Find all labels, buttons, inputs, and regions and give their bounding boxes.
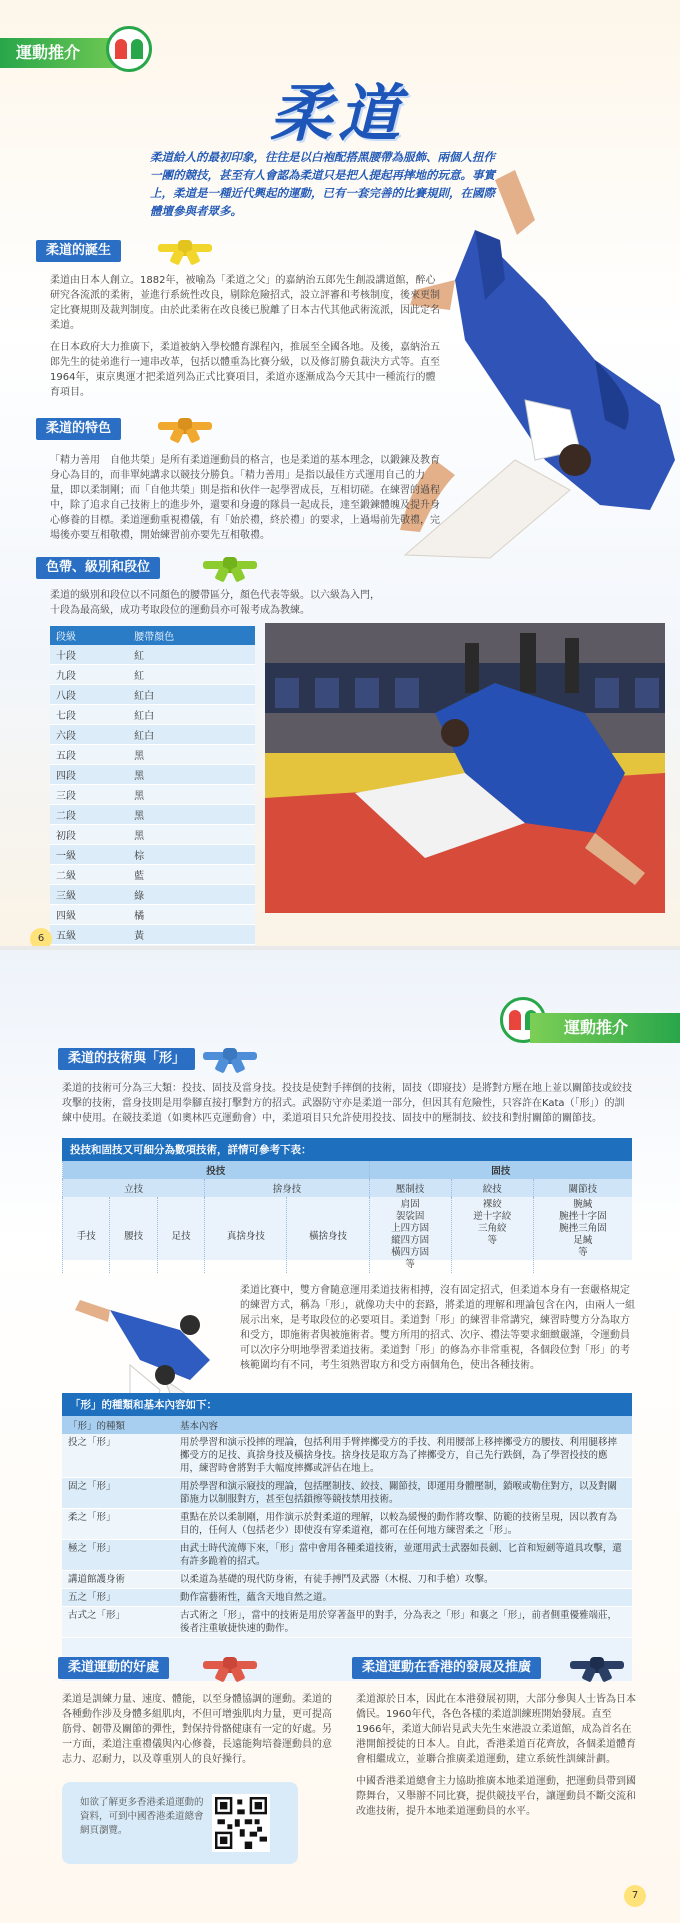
table-row: 極之「形」 由武士時代流傳下來，「形」當中會用各種柔道技術，並運用武士武器如長劍、匕首和短劍等道具攻擊，還有許多跪着的招式。 bbox=[62, 1540, 632, 1571]
ranks-text: 柔道的級別和段位以不同顏色的腰帶區分，顏色代表等級。以六級為入門，十段為最高級，成功考取段位的運動員亦可報考成為教練。 bbox=[50, 590, 380, 616]
list-item: 腕挫十字固 bbox=[559, 1211, 607, 1222]
list-item: 足緘 bbox=[573, 1235, 593, 1246]
page-number: 6 bbox=[30, 928, 52, 950]
heading-ranks: 色帶、級別和段位 bbox=[36, 557, 160, 579]
belt-red-icon bbox=[195, 1653, 265, 1679]
table-row: 五段 黑 bbox=[50, 745, 255, 765]
hold-techniques bbox=[369, 1197, 451, 1273]
features-text: 「精力善用 自他共榮」是所有柔道運動員的格言，也是柔道的基本理念，以鍛鍊及教育身心為目的，而非單純講求以競技分勝負。「精力善用」是指以最佳方式運用自己的力量，即以柔制剛；而「自他共榮」則是指和伙伴一起學習成長，互相切磋。在練習的過程中，除了追求自己技術上的進步外，還要和身邊的隊員一起成長，達至鍛鍊體魄及提升身心修養的目標。柔道運動重視禮儀，有「始於禮，終於禮」的要求，上過場前先敬禮，完場後亦要互相敬禮，開始練習前亦要先互相敬禮。 bbox=[50, 455, 440, 541]
qr-code-icon[interactable] bbox=[212, 1794, 270, 1852]
table-row: 五級 黃 bbox=[50, 925, 255, 945]
table-row: 固之「形」 用於學習和演示寢技的理論，包括壓制技、絞技、關節技，即運用身體壓制，鎖喉或勒住對方，以及對關節施力以制服對方，甚至包括鎖擦等競技禁用技術。 bbox=[62, 1478, 632, 1509]
page-title: 柔道 bbox=[270, 77, 407, 150]
judo-match-photo bbox=[265, 623, 665, 913]
table-row: 二段 黑 bbox=[50, 805, 255, 825]
table-row: 三級 綠 bbox=[50, 885, 255, 905]
belt-blue-icon bbox=[195, 1044, 265, 1070]
table-row: 十段 紅 bbox=[50, 645, 255, 665]
rank-col-belt: 腰帶顏色 bbox=[128, 626, 255, 645]
list-item: 縱四方固 bbox=[391, 1235, 430, 1246]
list-item: 腕挫三角固 bbox=[559, 1223, 607, 1234]
hongkong-text: 柔道源於日本，因此在本港發展初期，大部分參與人士皆為日本僑民。1960年代，各色各樣的柔道訓練班開始發展。直至1966年，柔道大師岩見武夫先生來港設立柔道館，成為首名在港開館授徒的日本人。自此，香港柔道百花齊放，各個柔道體育會相繼成立，並聯合推廣柔道運動，建立系統性訓練計劃。 中國香港柔道總會主力協助推廣本地柔道運動，把運動員帶到國際舞台，又舉辦不同比賽，提供競技平台，讓運動員不斷交流和改進技術，提升本地柔道運動員的水平。 bbox=[356, 1694, 636, 1817]
table-row: 七段 紅白 bbox=[50, 705, 255, 725]
choke-techniques bbox=[451, 1197, 533, 1273]
list-item: 肩固 bbox=[400, 1199, 420, 1210]
qr-info-box bbox=[62, 1782, 298, 1864]
forms-table-box bbox=[62, 1393, 632, 1681]
technique-table: 投技 固技 立技 捨身技 壓制技 絞技 關節技 手技 腰技 足技 真捨身技 橫捨身技 肩固 袈裟固 上四方固 縱四方固 橫四方固 等 裸絞 逆十字絞 三角絞 等 腕緘 腕挫十字固 腕挫三角固 足緘 等 bbox=[62, 1161, 632, 1273]
table-row: 柔之「形」 重點在於以柔制剛，用作演示於對柔道的理解，以較為緩慢的動作將攻擊、防範的技術呈現，因以教育為目的，任何人（包括老少）即使沒有穿柔道袍，都可在任何地方練習柔之「形」。 bbox=[62, 1509, 632, 1540]
page-number: 7 bbox=[624, 1885, 646, 1907]
table-row: 八段 紅白 bbox=[50, 685, 255, 705]
belt-navy-icon bbox=[562, 1653, 632, 1679]
list-item: 上四方固 bbox=[391, 1223, 430, 1234]
section-banner: 運動推介 bbox=[530, 1013, 680, 1043]
qr-caption: 如欲了解更多香港柔道運動的資料，可到中國香港柔道總會網頁瀏覽。 bbox=[80, 1797, 204, 1836]
heading-benefits: 柔道運動的好處 bbox=[58, 1657, 169, 1679]
list-item: 腕緘 bbox=[573, 1199, 593, 1210]
techniques-text: 柔道的技術可分為三大類：投技、固技及當身技。投技是使對手摔倒的技術，固技（即寢技）是將對方壓在地上並以關節技或絞技攻擊的技術，當身技則是用拳腳直接打擊對方的招式。武器防守亦是柔道一部分，但因其有危險性，只容許在Kata（「形」）的訓練中使用。在競技柔道（如奧林匹克運動會）中，柔道項目只允許使用投技、固技中的壓制技、絞技和對肘關節的關節技。 bbox=[62, 1083, 632, 1124]
heading-features: 柔道的特色 bbox=[36, 418, 121, 440]
heading-techniques: 柔道的技術與「形」 bbox=[58, 1048, 195, 1070]
list-item: 等 bbox=[487, 1235, 498, 1246]
logo-icon bbox=[106, 26, 152, 72]
table-row: 四段 黑 bbox=[50, 765, 255, 785]
birth-text: 柔道由日本人創立。1882年，被喻為「柔道之父」的嘉納治五郎先生創設講道館，醉心研究各流派的柔術，並進行系統性改良，剔除危險招式，設立評審和考核制度，後來更制定比賽規則及裁判制度。由於此柔術在改良後已脫離了日本古代其他武術流派，因此定名柔道。 在日本政府大力推廣下，柔道被納入學校體育課程內，推展至全國各地。及後，嘉納治五郎先生的徒弟進行一連串改革，包括以體重為比賽分級，以及修訂勝負裁決方式等。直至1964年，東京奧運才把柔道列為正式比賽項目，柔道亦逐漸成為今天其中一種流行的體育項目。 bbox=[50, 275, 440, 398]
table-row: 四級 橘 bbox=[50, 905, 255, 925]
table-row: 初段 黑 bbox=[50, 825, 255, 845]
belt-green-icon bbox=[195, 553, 265, 579]
table-row: 講道館護身術 以柔道為基礎的現代防身術，有徒手搏鬥及武器（木棍、刀和手槍）攻擊。 bbox=[62, 1571, 632, 1589]
table-row: 古式之「形」 古式術之「形」，當中的技術是用於穿著盔甲的對手，分為表之「形」和裏之「形」，前者側重優雅端莊，後者注重敏捷快速的動作。 bbox=[62, 1607, 632, 1638]
table-row: 三段 黑 bbox=[50, 785, 255, 805]
table-row: 六段 紅白 bbox=[50, 725, 255, 745]
table-row: 二級 藍 bbox=[50, 865, 255, 885]
list-item: 裸絞 bbox=[482, 1199, 502, 1210]
table-row: 一級 棕 bbox=[50, 845, 255, 865]
list-item: 逆十字絞 bbox=[473, 1211, 512, 1222]
page-6 bbox=[0, 0, 680, 950]
benefits-text: 柔道是訓練力量、速度、體能，以至身體協調的運動。柔道的各種動作涉及身體多組肌肉，不但可增強肌肉力量，更可提高筋骨、韌帶及關節的彈性，對保持骨骼健康有一定的好處。另一方面，柔道注重禮儀與內心修養，長遠能夠培養運動員的意志力、忍耐力，以及尊重別人的良好操行。 bbox=[62, 1694, 332, 1765]
list-item: 三角絞 bbox=[478, 1223, 507, 1234]
kata-text: 柔道比賽中，雙方會隨意運用柔道技術相搏，沒有固定招式，但柔道本身有一套嚴格規定的練習方式，稱為「形」，就像功夫中的套路，將柔道的理解和理論包含在內，由兩人一組展示出來，是考取段位的必要項目。柔道對「形」的練習非常講究，練習時雙方分為取方和受方，即施術者與被施術者。雙方所用的招式、次序、禮法等要求細緻嚴謹，令運動員可以次序分明地學習柔道技術。柔道對「形」的修為亦非常重視，各個段位對「形」的考核範圍均有不同，考生須熟習取方和受方兩個角色，使出各種技術。 bbox=[240, 1285, 635, 1371]
rank-table bbox=[50, 626, 255, 965]
list-item: 等 bbox=[405, 1259, 415, 1270]
heading-birth: 柔道的誕生 bbox=[36, 240, 121, 262]
heading-hongkong: 柔道運動在香港的發展及推廣 bbox=[352, 1657, 541, 1679]
belt-orange-icon bbox=[150, 414, 220, 440]
joint-techniques bbox=[533, 1197, 632, 1273]
technique-table-heading: 投技和固技又可細分為數項技術，詳情可參考下表： bbox=[62, 1138, 632, 1161]
belt-yellow-icon bbox=[150, 236, 220, 262]
section-banner: 運動推介 bbox=[0, 38, 140, 68]
list-item: 橫四方固 bbox=[391, 1247, 430, 1258]
page-7 bbox=[0, 950, 680, 1923]
rank-col-level: 段級 bbox=[50, 626, 128, 645]
forms-table-heading: 「形」的種類和基本內容如下： bbox=[62, 1393, 632, 1416]
table-row: 投之「形」 用於學習和演示投摔的理論，包括利用手臂摔擲受方的手技、利用腰部上移摔擲受方的腰技、利用腿移摔擲受方的足技、真捨身技及橫捨身技。捨身技是取方為了摔擲受方，自己先行跌倒，為了學習投技的應用，練習時會將對手大幅度摔擲或評佔在地上。 bbox=[62, 1434, 632, 1478]
list-item: 等 bbox=[578, 1247, 588, 1258]
table-row: 九段 紅 bbox=[50, 665, 255, 685]
intro-text: 柔道給人的最初印象，往往是以白袍配搭黑腰帶為服飾、兩個人扭作一團的競技，甚至有人會認為柔道只是把人提起再摔地的玩意。事實上，柔道是一種近代興起的運動，已有一套完善的比賽規則，在國際體壇參與者眾多。 bbox=[150, 150, 495, 218]
technique-table-box bbox=[62, 1138, 632, 1270]
forms-table: 「形」的種類 基本內容 投之「形」 用於學習和演示投摔的理論，包括利用手臂摔擲受方的手技、利用腰部上移摔擲受方的腰技、利用腿移摔擲受方的足技、真捨身技及橫捨身技。捨身技是取方為了摔擲受方，自己先行跌倒，為了學習投技的應用，練習時會將對手大幅度摔擲或評佔在地上。 固之「形」 用於學習和演示寢技的理論，包括壓制技、絞技、關節技，即運用身體壓制，鎖喉或勒住對方，以及對關節施力以制服對方，甚至包括鎖擦等競技禁用技術。 柔之「形」 重點在於以柔制剛，用作演示於對柔道的理解，以較為緩慢的動作將攻擊、防範的技術呈現，因以教育為目的，任何人（包括老少）即使沒有穿柔道袍，都可在任何地方練習柔之「形」。 極之「形」 由武士時代流傳下來，「形」當中會用各種柔道技術，並運用武士武器如長劍、匕首和短劍等道具攻擊，還有許多跪着的招式。 講道館護身術 以柔道為基礎的現代防身術，有徒手搏鬥及武器（木棍、刀和手槍）攻擊。 五之「形」 動作富藝術性，蘊含天地自然之道。 古式之「形」 古式術之「形」，當中的技術是用於穿著盔甲的對手，分為表之「形」和裏之「形」，前者側重優雅端莊，後者注重敏捷快速的動作。 bbox=[62, 1416, 632, 1638]
table-row: 五之「形」 動作富藝術性，蘊含天地自然之道。 bbox=[62, 1589, 632, 1607]
list-item: 袈裟固 bbox=[395, 1211, 425, 1222]
